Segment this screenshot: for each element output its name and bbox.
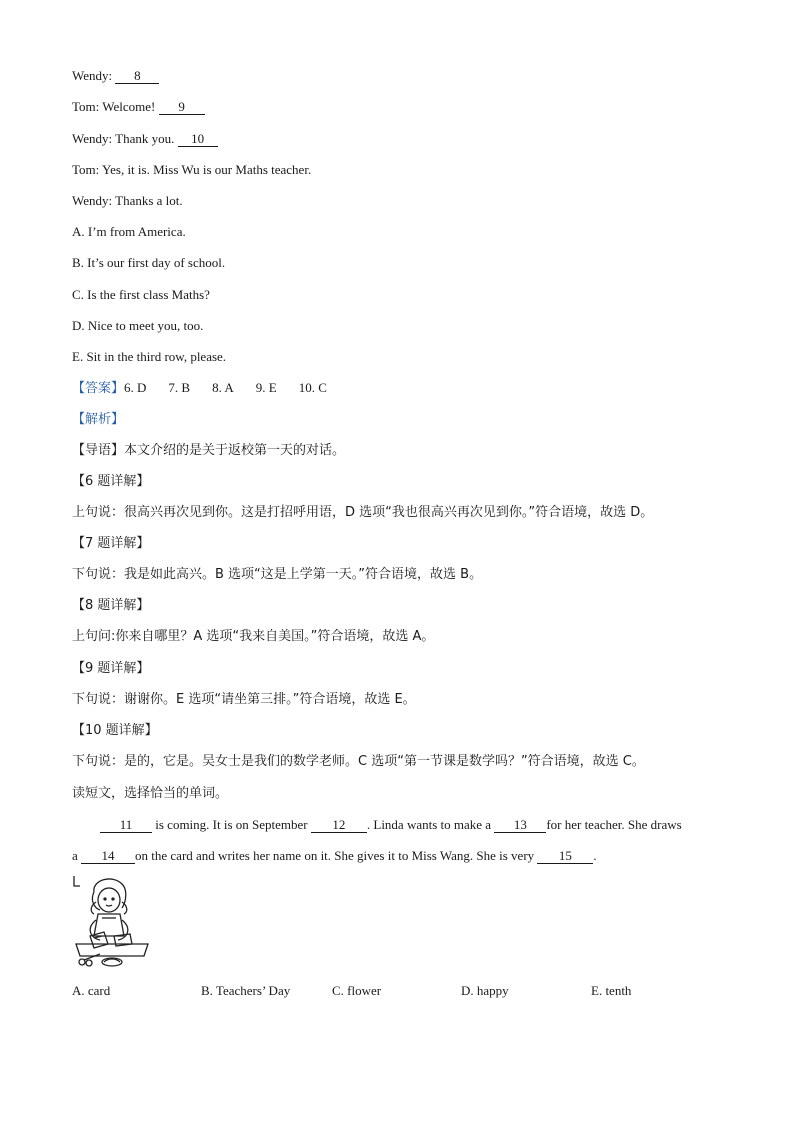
word-option-e: E. tenth (591, 983, 632, 998)
blank-11: 11 (100, 818, 152, 833)
option-d: D. Nice to meet you, too. (72, 318, 204, 333)
blank-13: 13 (494, 818, 546, 833)
analysis-label: 【解析】 (72, 412, 125, 427)
guide-text: 【导语】本文介绍的是关于返校第一天的对话。 (72, 443, 346, 458)
detail-heading-10: 【10 题详解】 (72, 723, 158, 738)
dialogue-line-10: Wendy: Thank you. 10 (72, 131, 218, 147)
detail-heading-8: 【8 题详解】 (72, 598, 150, 613)
blank-12: 12 (311, 818, 367, 833)
passage-line-1: 11 is coming. It is on September 12 . Linda wants to make a 13 for her teacher. She draws (100, 817, 682, 833)
girl-drawing-card-illustration (72, 872, 152, 972)
dialogue-line: Wendy: Thanks a lot. (72, 193, 183, 208)
blank-10: 10 (178, 132, 218, 147)
detail-heading-6: 【6 题详解】 (72, 474, 150, 489)
blank-9: 9 (159, 100, 205, 115)
option-e: E. Sit in the third row, please. (72, 349, 227, 364)
detail-heading-9: 【9 题详解】 (72, 661, 150, 676)
detail-text-9: 下句说：谢谢你。E 选项“请坐第三排。”符合语境，故选 E。 (72, 692, 416, 707)
dialogue-line-9: Tom: Welcome! 9 (72, 99, 205, 115)
word-option-d: D. happy (461, 983, 509, 998)
word-option-c: C. flower (332, 983, 382, 998)
word-option-a: A. card (72, 983, 111, 998)
option-c: C. Is the first class Maths? (72, 287, 210, 302)
dialogue-line: Tom: Yes, it is. Miss Wu is our Maths teacher. (72, 162, 312, 177)
detail-heading-7: 【7 题详解】 (72, 536, 150, 551)
word-option-b: B. Teachers’ Day (201, 983, 291, 998)
answer-label: 【答案】 (72, 381, 125, 396)
answer-line: 【答案】6. D 7. B 8. A 9. E 10. C (72, 380, 327, 396)
blank-14: 14 (81, 849, 135, 864)
passage-line-2: a 14 on the card and writes her name on it. She gives it to Miss Wang. She is very 15 . (72, 848, 597, 863)
detail-text-6: 上句说：很高兴再次见到你。这是打招呼用语，D 选项“我也很高兴再次见到你。”符合语境，故选 D。 (72, 505, 654, 520)
blank-15: 15 (537, 849, 593, 864)
section-title: 读短文，选择恰当的单词。 (72, 786, 229, 801)
blank-8: 8 (115, 69, 159, 84)
detail-text-8: 上句问:你来自哪里？A 选项“我来自美国。”符合语境，故选 A。 (72, 629, 435, 644)
option-a: A. I’m from America. (72, 224, 186, 239)
detail-text-7: 下句说：我是如此高兴。B 选项“这是上学第一天。”符合语境，故选 B。 (72, 567, 483, 582)
option-b: B. It’s our first day of school. (72, 255, 226, 270)
detail-text-10: 下句说：是的，它是。吴女士是我们的数学老师。C 选项“第一节课是数学吗？”符合语境，故选 C。 (72, 754, 645, 769)
dialogue-line-8: Wendy: 8 (72, 68, 159, 84)
